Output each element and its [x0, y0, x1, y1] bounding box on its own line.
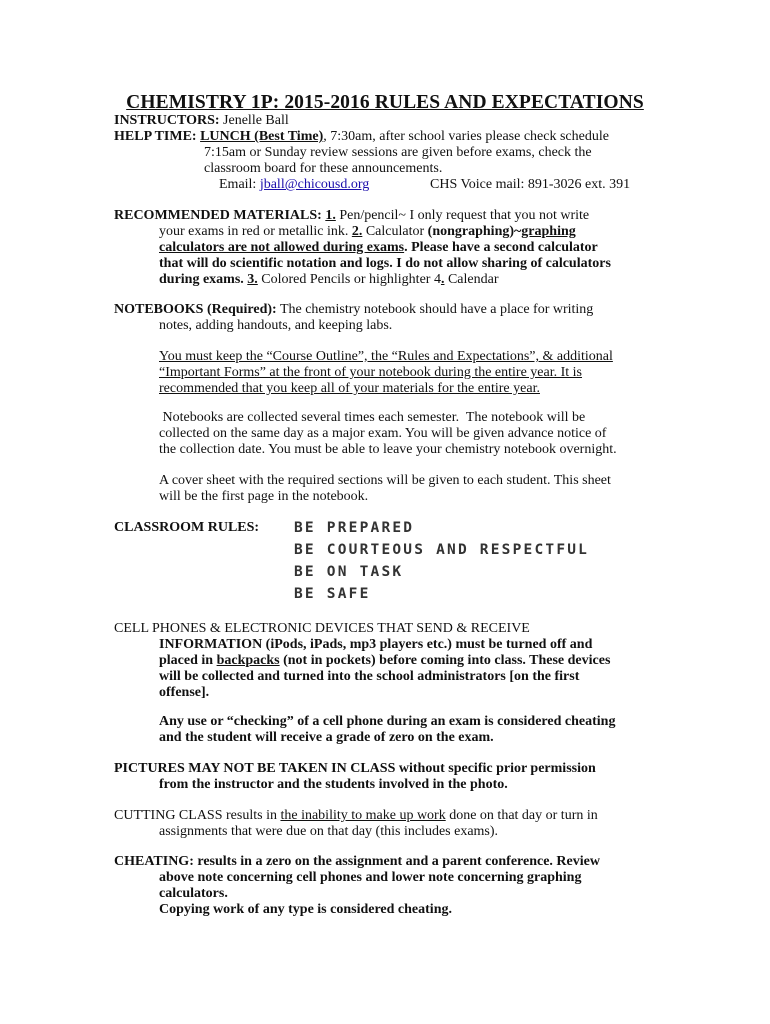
materials-label: RECOMMENDED MATERIALS: [114, 208, 322, 223]
materials-text-3a: calculators are not allowed during exams [159, 240, 405, 255]
cell-line3 [159, 653, 610, 669]
email-label: Email: [219, 177, 257, 192]
cutting-text-1c: done on that day or turn in [445, 808, 598, 823]
instructors-label: INSTRUCTORS: [114, 113, 220, 128]
cutting-label: CUTTING CLASS [114, 808, 223, 823]
notebooks-cover-2: will be the first page in the notebook. [159, 489, 369, 504]
materials-text-3b: . Please have a second calculator [404, 240, 598, 255]
email-link[interactable]: jball@chicousd.org [259, 177, 370, 192]
materials-number-1: 1. [325, 208, 336, 223]
cutting-line1 [114, 808, 598, 824]
instructors-line [114, 113, 289, 129]
pictures-line1: PICTURES MAY NOT BE TAKEN IN CLASS without specific prior permission [114, 761, 596, 776]
materials-text-5c: . [440, 272, 445, 287]
materials-line4: that will do scientific notation and logs. I do not allow sharing of calculators [159, 256, 611, 271]
materials-text-5b: Colored Pencils or highlighter 4 [257, 272, 441, 287]
help-time-line2: 7:15am or Sunday review sessions are given before exams, check the [204, 145, 592, 160]
materials-line2 [159, 224, 576, 240]
classroom-rule-2: BE COURTEOUS AND RESPECTFUL [294, 542, 590, 558]
materials-line5 [159, 272, 498, 288]
classroom-rule-3: BE ON TASK [294, 564, 404, 580]
help-time-label: HELP TIME: [114, 129, 197, 144]
notebooks-underlined-3: recommended that you keep all of your materials for the entire year. [159, 381, 540, 396]
materials-text-2d: graphing [521, 224, 576, 239]
materials-text-2b: Calculator [362, 224, 428, 239]
notebooks-para-3: the collection date. You must be able to leave your chemistry notebook overnight. [159, 442, 617, 457]
materials-line3 [159, 240, 598, 256]
page-title: CHEMISTRY 1P: 2015-2016 RULES AND EXPECTATIONS [126, 92, 644, 113]
notebooks-cover-1: A cover sheet with the required sections will be given to each student. This sheet [159, 473, 611, 488]
cell-text-3a: placed in [159, 653, 217, 668]
notebooks-text-1: The chemistry notebook should have a place for writing [276, 302, 594, 317]
instructor-name: Jenelle Ball [223, 113, 289, 128]
cheating-line4: Copying work of any type is considered cheating. [159, 902, 452, 917]
cell-line1: CELL PHONES & ELECTRONIC DEVICES THAT SEND & RECEIVE [114, 621, 530, 636]
materials-number-2: 2. [351, 224, 363, 239]
cell-text-3c: (not in pockets) before coming into class. These devices [279, 653, 611, 668]
notebooks-label: NOTEBOOKS (Required): [114, 302, 277, 317]
cutting-text-1b: the inability to make up work [280, 808, 446, 823]
materials-number-3: 3. [247, 272, 258, 287]
notebooks-line2: notes, adding handouts, and keeping labs. [159, 318, 393, 333]
email-line [219, 177, 369, 193]
cutting-line2: assignments that were due on that day (this includes exams). [159, 824, 499, 839]
cell-line5: offense]. [159, 685, 210, 700]
classroom-rules-label: CLASSROOM RULES: [114, 520, 260, 535]
notebooks-underlined-2: “Important Forms” at the front of your notebook during the entire year. It is [159, 365, 583, 380]
help-time-line1: , 7:30am, after school varies please check schedule [323, 129, 609, 144]
voicemail: CHS Voice mail: 891-3026 ext. 391 [430, 177, 631, 192]
cell-line4: will be collected and turned into the school administrators [on the first [159, 669, 580, 684]
notebooks-underlined-1: You must keep the “Course Outline”, the “Rules and Expectations”, & additional [159, 349, 613, 364]
cheating-line1: CHEATING: results in a zero on the assignment and a parent conference. Review [114, 854, 600, 869]
materials-text-1: Pen/pencil~ I only request that you not write [335, 208, 590, 223]
cheating-line2: above note concerning cell phones and lower note concerning graphing [159, 870, 582, 885]
help-time-lunch: LUNCH (Best Time) [200, 129, 324, 144]
classroom-rule-1: BE PREPARED [294, 520, 415, 536]
cheating-line3: calculators. [159, 886, 228, 901]
notebooks-para-1: Notebooks are collected several times each semester. The notebook will be [159, 410, 586, 425]
help-time-line3: classroom board for these announcements. [204, 161, 443, 176]
materials-line1 [114, 208, 589, 224]
cutting-text-1a: results in [222, 808, 281, 823]
classroom-rule-4: BE SAFE [294, 586, 371, 602]
materials-text-5d: Calendar [444, 272, 499, 287]
pictures-line2: from the instructor and the students involved in the photo. [159, 777, 508, 792]
notebooks-line1 [114, 302, 593, 318]
cell-text-backpacks: backpacks [216, 653, 280, 668]
materials-text-2a: your exams in red or metallic ink. [159, 224, 352, 239]
help-time-line [114, 129, 609, 145]
cell-exam-line2: and the student will receive a grade of zero on the exam. [159, 730, 494, 745]
materials-text-2c: (nongraphing)~ [427, 224, 522, 239]
notebooks-para-2: collected on the same day as a major exam. You will be given advance notice of [159, 426, 607, 441]
materials-text-5a: during exams. [159, 272, 248, 287]
cell-exam-line1: Any use or “checking” of a cell phone during an exam is considered cheating [159, 714, 616, 729]
cell-line2: INFORMATION (iPods, iPads, mp3 players etc.) must be turned off and [159, 637, 593, 652]
